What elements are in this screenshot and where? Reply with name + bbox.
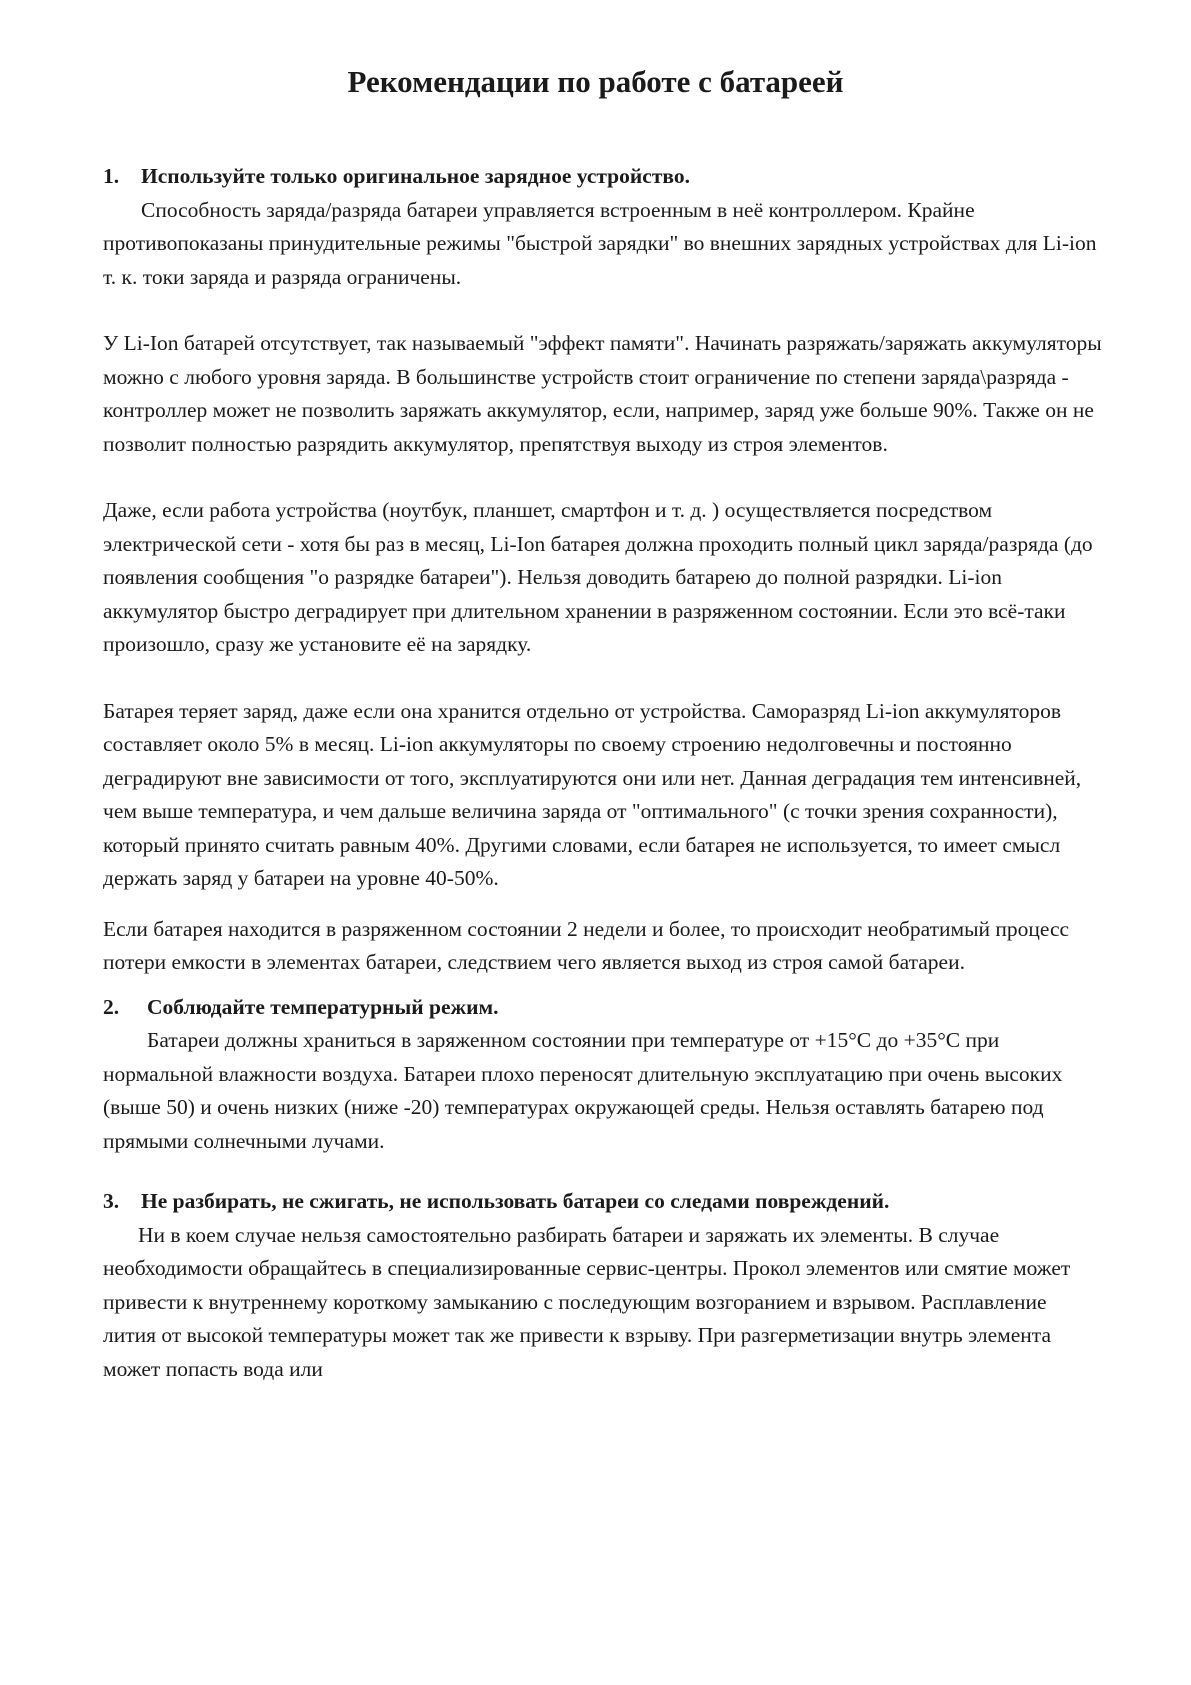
section-1-paragraph-2: У Li-Ion батарей отсутствует, так называемый "эффект памяти". Начинать разряжать/заряжать аккумуляторы можно с любого уровня заряда. В большинстве устройств стоит ограничение по степени заряда\разряда - контроллер может не позволить заряжать аккумулятор, если, например, заряд уже больше 90%. Также он не позволит полностью разрядить аккумулятор, препятствуя выходу из строя элементов.	[103, 331, 1102, 456]
section-1-paragraph-4: Батарея теряет заряд, даже если она хранится отдельно от устройства. Саморазряд Li-ion аккумуляторов составляет около 5% в месяц. Li-ion аккумуляторы по своему строению недолговечны и постоянно деградируют вне зависимости от того, эксплуатируются они или нет. Данная деградация тем интенсивней, чем выше температура, и чем дальше величина заряда от "оптимального" (с точки зрения сохранности), который принято считать равным 40%. Другими словами, если батарея не используется, то имеет смысл держать заряд у батареи на уровне 40-50%.	[103, 698, 1082, 890]
section-1-heading	[103, 160, 1103, 194]
section-1-paragraph-1: Способность заряда/разряда батареи управляется встроенным в неё контроллером. Крайне противопоказаны принудительные режимы "быстрой зарядки" во внешних зарядных устройствах для Li-ion т. к. токи заряда и разряда ограничены.	[103, 197, 1097, 289]
section-2-number: 2.	[103, 994, 120, 1019]
section-3-number: 3.	[103, 1189, 120, 1213]
section-3-heading	[103, 1185, 901, 1219]
section-1-number: 1.	[103, 164, 120, 188]
document-body	[103, 160, 1103, 1386]
section-1-title: Используйте только оригинальное зарядное устройство.	[141, 164, 690, 188]
section-1-paragraph-5: Если батарея находится в разряженном состоянии 2 недели и более, то происходит необратимый процесс потери емкости в элементах батареи, следствием чего является выход из строя самой батареи.	[103, 916, 1070, 974]
section-2-paragraph-1: Батареи должны храниться в заряженном состоянии при температуре от +15°С до +35°С при нормальной влажности воздуха. Батареи плохо переносят длительную эксплуатацию при очень высоких (выше 50) и очень низких (ниже -20) температурах окружающей среды. Нельзя оставлять батарею под прямыми солнечными лучами.	[103, 1028, 1063, 1153]
page-title: Рекомендации по работе с батареей	[347, 64, 844, 99]
section-2-title: Соблюдайте температурный режим.	[147, 994, 499, 1019]
section-3-title: Не разбирать, не сжигать, не использовать батареи со следами повреждений.	[141, 1189, 890, 1213]
section-3-paragraph-1: Ни в коем случае нельзя самостоятельно разбирать батареи и заряжать их элементы. В случае необходимости обращайтесь в специализированные сервис-центры. Прокол элементов или смятие может привести к внутреннему короткому замыканию с последующим возгоранием и взрывом. Расплавление лития от высокой температуры может так же привести к взрыву. При разгерметизации внутрь элемента может попасть вода или	[103, 1222, 1071, 1381]
section-1-paragraph-3: Даже, если работа устройства (ноутбук, планшет, смартфон и т. д. ) осуществляется посредством электрической сети - хотя бы раз в месяц, Li-Ion батарея должна проходить полный цикл заряда/разряда (до появления сообщения "о разрядке батареи"). Нельзя доводить батарею до полной разрядки. Li-ion аккумулятор быстро деградирует при длительном хранении в разряженном состоянии. Если это всё-таки произошло, сразу же установите её на зарядку.	[103, 498, 1093, 656]
section-2-heading	[103, 991, 1103, 1025]
